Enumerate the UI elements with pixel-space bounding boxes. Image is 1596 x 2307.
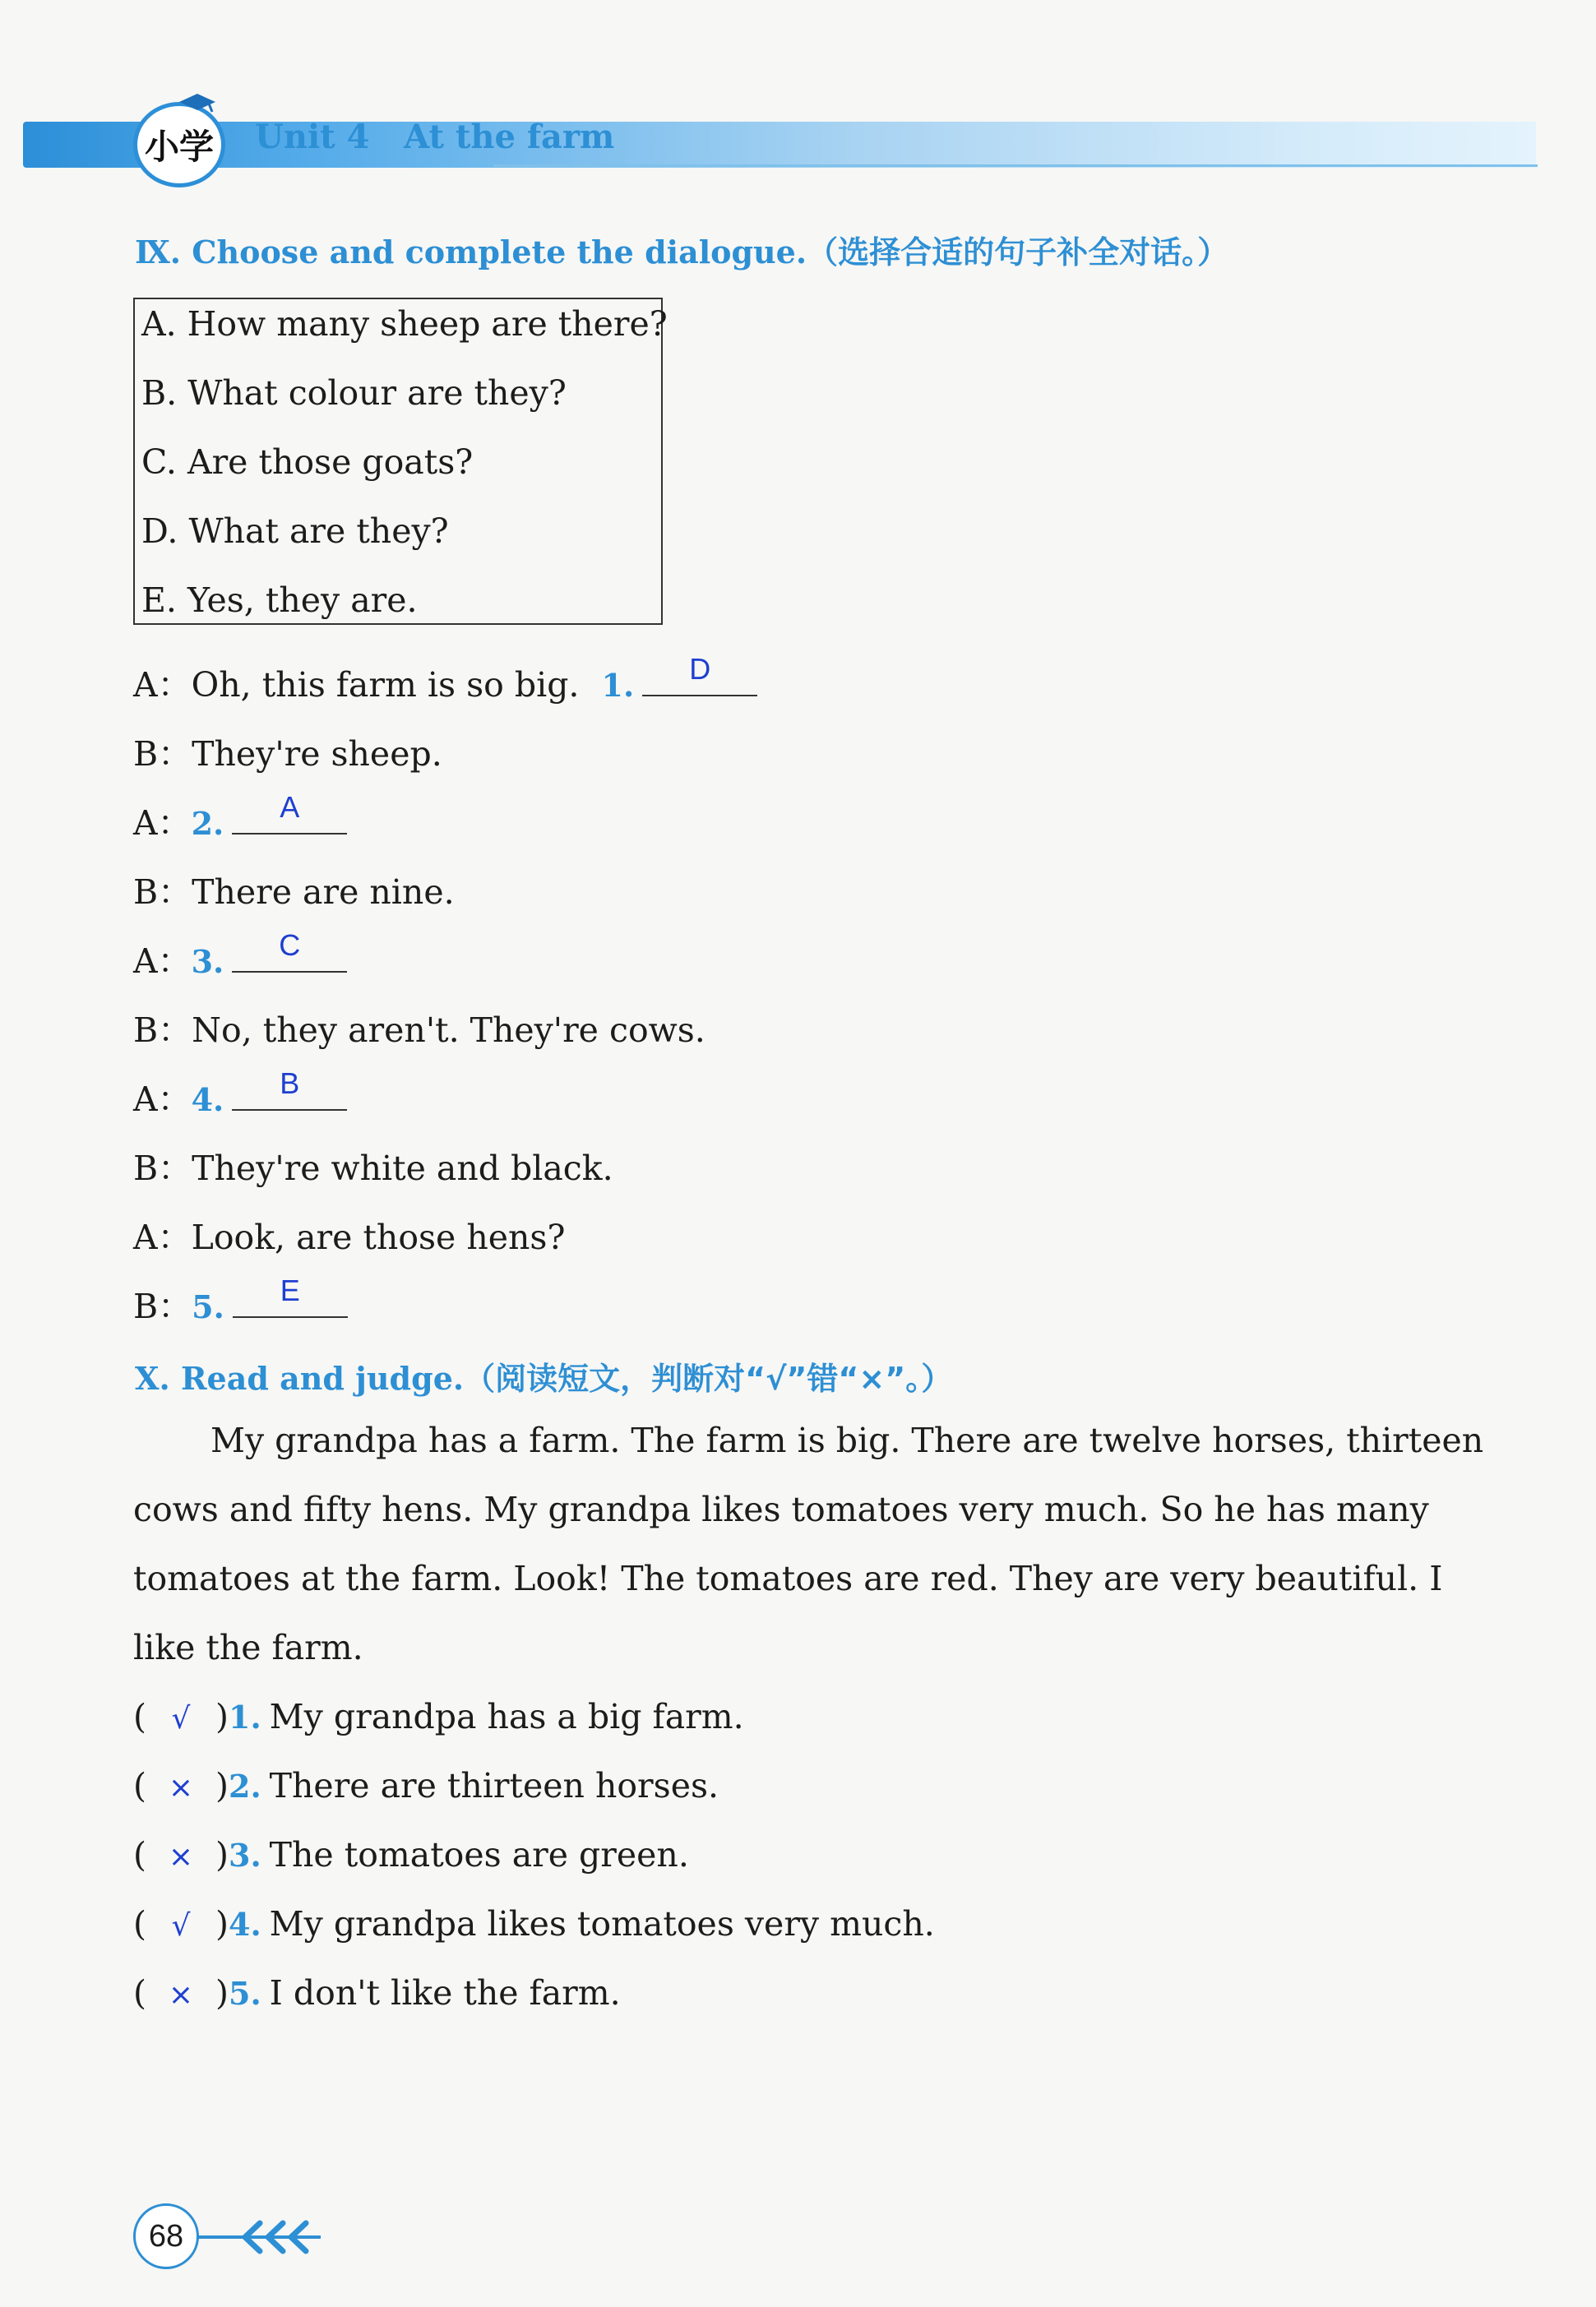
speaker: B： bbox=[133, 872, 192, 912]
option-a: A. How many sheep are there? bbox=[141, 304, 668, 344]
judge-item-1 bbox=[133, 1697, 744, 1736]
speaker: A： bbox=[133, 665, 192, 705]
close-paren: ) bbox=[215, 1697, 229, 1736]
option-d: D. What are they? bbox=[141, 511, 449, 551]
dialogue-line-6 bbox=[133, 1003, 705, 1052]
answer-blank[interactable] bbox=[232, 790, 347, 834]
option-e: E. Yes, they are. bbox=[141, 580, 418, 620]
open-paren: ( bbox=[133, 1904, 146, 1944]
item-text: My grandpa has a big farm. bbox=[269, 1697, 744, 1736]
item-number: 1. bbox=[229, 1699, 261, 1736]
options-box bbox=[133, 298, 668, 625]
answer-blank[interactable] bbox=[232, 1066, 347, 1111]
graduation-cap-icon bbox=[176, 92, 217, 113]
section-9-heading bbox=[135, 227, 1228, 272]
speaker: B： bbox=[133, 1010, 192, 1050]
section-9-instruction: （选择合适的句子补全对话。） bbox=[807, 234, 1229, 270]
option-c: C. Are those goats? bbox=[141, 442, 474, 482]
logo-text: 小学 bbox=[144, 127, 214, 167]
judge-item-4 bbox=[133, 1904, 935, 1944]
section-10-heading bbox=[135, 1353, 952, 1399]
blank-number: 1. bbox=[601, 667, 635, 704]
close-paren: ) bbox=[215, 1835, 229, 1875]
dialogue-text: They're sheep. bbox=[192, 734, 442, 774]
judge-answer[interactable]: √ bbox=[171, 1909, 191, 1943]
speaker: A： bbox=[133, 1080, 192, 1119]
item-number: 5. bbox=[229, 1975, 261, 2012]
speaker: B： bbox=[133, 734, 192, 774]
close-paren: ) bbox=[215, 1973, 229, 2013]
dialogue-line-5 bbox=[133, 928, 347, 982]
item-number: 2. bbox=[229, 1768, 261, 1805]
item-text: My grandpa likes tomatoes very much. bbox=[269, 1904, 935, 1944]
answer-text: D bbox=[689, 652, 711, 686]
open-paren: ( bbox=[133, 1766, 146, 1805]
dialogue-line-7 bbox=[133, 1066, 347, 1121]
answer-text: E bbox=[280, 1274, 300, 1307]
open-paren: ( bbox=[133, 1835, 146, 1875]
answer-text: B bbox=[280, 1066, 300, 1100]
judge-item-2 bbox=[133, 1766, 719, 1805]
speaker: B： bbox=[133, 1287, 192, 1326]
dialogue-line-3 bbox=[133, 790, 347, 844]
blank-number: 2. bbox=[191, 805, 224, 842]
dialogue-line-2 bbox=[133, 727, 442, 775]
passage-line-3: tomatoes at the farm. Look! The tomatoes are red. They are very beautiful. I bbox=[133, 1559, 1443, 1598]
unit-title: Unit 4 At the farm bbox=[255, 118, 615, 156]
speaker: A： bbox=[133, 803, 192, 843]
page-number-text: 68 bbox=[148, 2218, 184, 2254]
judge-answer[interactable]: × bbox=[168, 1771, 194, 1805]
blank-number: 5. bbox=[192, 1288, 224, 1325]
dialogue-text: There are nine. bbox=[192, 872, 455, 912]
dialogue-text: Look, are those hens? bbox=[191, 1218, 566, 1257]
close-paren: ) bbox=[215, 1904, 229, 1944]
blank-number: 3. bbox=[191, 943, 224, 980]
dialogue-line-1 bbox=[133, 652, 757, 706]
judge-answer[interactable]: × bbox=[168, 1840, 194, 1874]
judge-item-5 bbox=[133, 1973, 621, 2013]
answer-blank[interactable] bbox=[233, 1274, 348, 1318]
chevron-arrows-icon bbox=[197, 2217, 329, 2258]
answer-blank[interactable] bbox=[642, 652, 757, 696]
section-10-instruction: （阅读短文，判断对“√”错“×”。） bbox=[464, 1361, 953, 1397]
logo-badge bbox=[133, 102, 225, 187]
item-text: There are thirteen horses. bbox=[269, 1766, 719, 1805]
item-text: The tomatoes are green. bbox=[269, 1835, 689, 1875]
passage-line-2: cows and fifty hens. My grandpa likes tomatoes very much. So he has many bbox=[133, 1490, 1429, 1529]
dialogue-line-10 bbox=[133, 1274, 348, 1328]
dialogue-text: They're white and black. bbox=[192, 1149, 613, 1188]
open-paren: ( bbox=[133, 1697, 146, 1736]
item-number: 3. bbox=[229, 1837, 261, 1874]
section-10-title: Ⅹ. Read and judge. bbox=[135, 1360, 465, 1397]
close-paren: ) bbox=[215, 1766, 229, 1805]
blank-number: 4. bbox=[191, 1081, 224, 1118]
judge-answer[interactable]: √ bbox=[171, 1702, 191, 1736]
item-number: 4. bbox=[229, 1906, 261, 1943]
dialogue-line-9 bbox=[133, 1210, 565, 1259]
answer-text: C bbox=[279, 928, 301, 962]
passage-line-1: My grandpa has a farm. The farm is big. There are twelve horses, thirteen bbox=[210, 1421, 1484, 1460]
speaker: A： bbox=[133, 941, 192, 981]
section-9-title: Ⅸ. Choose and complete the dialogue. bbox=[135, 233, 807, 270]
option-b: B. What colour are they? bbox=[141, 373, 567, 413]
dialogue-text: Oh, this farm is so big. bbox=[191, 665, 580, 705]
item-text: I don't like the farm. bbox=[269, 1973, 621, 2013]
speaker: A： bbox=[133, 1218, 192, 1257]
passage-line-4: like the farm. bbox=[133, 1628, 363, 1667]
answer-text: A bbox=[280, 790, 300, 824]
answer-blank[interactable] bbox=[232, 928, 347, 973]
page-number bbox=[133, 2203, 199, 2269]
header-divider bbox=[493, 164, 1538, 167]
dialogue-line-8 bbox=[133, 1141, 613, 1190]
dialogue-line-4 bbox=[133, 865, 455, 913]
judge-item-3 bbox=[133, 1835, 689, 1875]
header-band bbox=[23, 122, 1536, 168]
dialogue-text: No, they aren't. They're cows. bbox=[192, 1010, 705, 1050]
speaker: B： bbox=[133, 1149, 192, 1188]
judge-answer[interactable]: × bbox=[168, 1978, 194, 2012]
open-paren: ( bbox=[133, 1973, 146, 2013]
